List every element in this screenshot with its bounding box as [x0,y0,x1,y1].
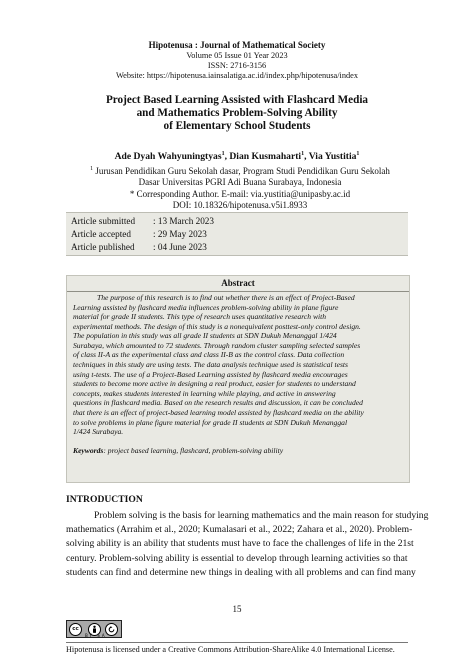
abstract-line: of class II-A as the experimental class and class II-B as the control class. Data collection [73,350,345,360]
info-value: : 04 June 2023 [153,242,207,252]
abstract-line: Learning assisted by flashcard media influences problem-solving ability in plane figure [73,302,339,312]
abstract-line: using t-tests. The use of a Project-Based Learning assisted by flashcard media encourages [73,369,348,379]
body-line: solving ability is an ability that students must have to face the challenges of life in the 21st [66,538,414,550]
affiliation-mark: 1 [90,166,94,172]
abstract-line: students to become more active in designing a real product, easier for students to understand [73,379,356,389]
cc-icon: cc [69,623,82,636]
badge-label: BY SA [85,633,107,638]
corresponding-author: * Corresponding Author. E-mail: via.yustitia@unipasby.ac.id [129,188,351,199]
info-label: Article submitted [71,216,136,226]
body-line: mathematics (Arrahim et al., 2020; Kumalasari et al., 2022; Zahara et al., 2020). Problem- [66,524,413,536]
author-affiliation-mark: 1 [356,151,360,157]
affiliation-text: Jurusan Pendidikan Guru Sekolah dasar, Program Studi Pendidikan Guru Sekolah [93,166,390,176]
affiliation-line [60,164,420,177]
author-name: Ade Dyah Wahyuningtyas [114,151,222,163]
body-line: Problem solving is the basis for learning mathematics and the main reason for studying [94,510,429,521]
abstract-line: The population in this study was all grade II students at SDN Dukuh Menanggal 1/424 [73,331,337,341]
author-name: Dian Kusmaharti [229,151,302,163]
abstract-line: material for grade II students. This type of research uses quantitative research with [73,312,327,322]
affiliation-line: Dasar Universitas PGRI Adi Buana Surabaya, Indonesia [138,177,342,188]
info-value: : 29 May 2023 [153,229,207,239]
keywords-label: Keywords [73,446,104,455]
info-label: Article published [71,242,135,252]
page-number: 15 [232,604,242,614]
keywords-text: : project based learning, flashcard, problem-solving ability [103,446,284,455]
journal-website: Website: https://hipotenusa.iainsalatiga.ac.id/index.php/hipotenusa/index [116,71,358,81]
journal-header [0,40,474,82]
doi-link[interactable]: DOI: 10.18326/hipotenusa.v5i1.8933 [172,199,308,210]
info-value: : 13 March 2023 [153,216,214,226]
author-affiliation-mark: 1 [221,151,225,157]
title-line: and Mathematics Problem-Solving Ability [136,107,338,120]
abstract-line: The purpose of this research is to find out whether there is an effect of Project-Based [97,293,355,302]
abstract-heading: Abstract [221,278,255,288]
keywords-line [73,446,403,456]
abstract-line: Surabaya, which amounted to 72 students. Through random cluster sampling selected samples [73,340,361,350]
author-separator: , [224,151,230,163]
abstract-box [66,275,410,483]
article-published-row [71,241,207,253]
abstract-line: 1/424 Surabaya. [73,427,124,437]
license-statement: Hipotenusa is licensed under a Creative Commons Attribution-ShareAlike 4.0 International License. [66,645,395,654]
info-label: Article accepted [71,229,131,239]
abstract-text [73,293,403,437]
body-line: students can find and determine new things in dealing with all problems and can find many [66,566,416,578]
journal-issn: ISSN: 2716-3156 [207,61,267,71]
abstract-line: concepts, makes students interested in learning while playing, and active in answering [73,388,336,398]
author-name: Via Yustitia [308,151,357,163]
abstract-line: that there is an effect of project-based learning model assisted by flashcard media on the ability [73,407,364,417]
author-affiliation-mark: 1 [301,151,305,157]
title-line: of Elementary School Students [163,120,311,133]
abstract-line: to solve problems in plane figure material for grade II students at SDN Dukuh Menanggal [73,417,348,427]
abstract-line: questions in flashcard media. Based on the research results and discussion, it can be concluded [73,398,363,408]
article-history-box [66,212,408,256]
author-list [0,148,474,163]
abstract-divider [67,291,409,292]
abstract-line: techniques in this study are using tests. The data analysis technique used is statistical tests [73,360,348,370]
journal-name: Hipotenusa : Journal of Mathematical Society [148,40,326,50]
author-separator: , [304,151,309,163]
footer-divider [66,642,408,643]
introduction-text [66,509,429,580]
introduction-heading: INTRODUCTION [66,494,143,505]
journal-volume: Volume 05 Issue 01 Year 2023 [186,51,288,60]
body-line: century. Problem-solving ability is essential to develop through learning activities so that [66,552,408,564]
article-accepted-row [71,228,207,240]
paper-title [40,94,434,134]
title-line: Project Based Learning Assisted with Flashcard Media [105,94,369,106]
affiliation-block [60,164,420,211]
abstract-line: experimental methods. The design of this study is a nonequivalent posttest-only control design. [73,321,361,331]
article-submitted-row [71,215,214,227]
cc-by-sa-badge[interactable] [66,620,122,638]
